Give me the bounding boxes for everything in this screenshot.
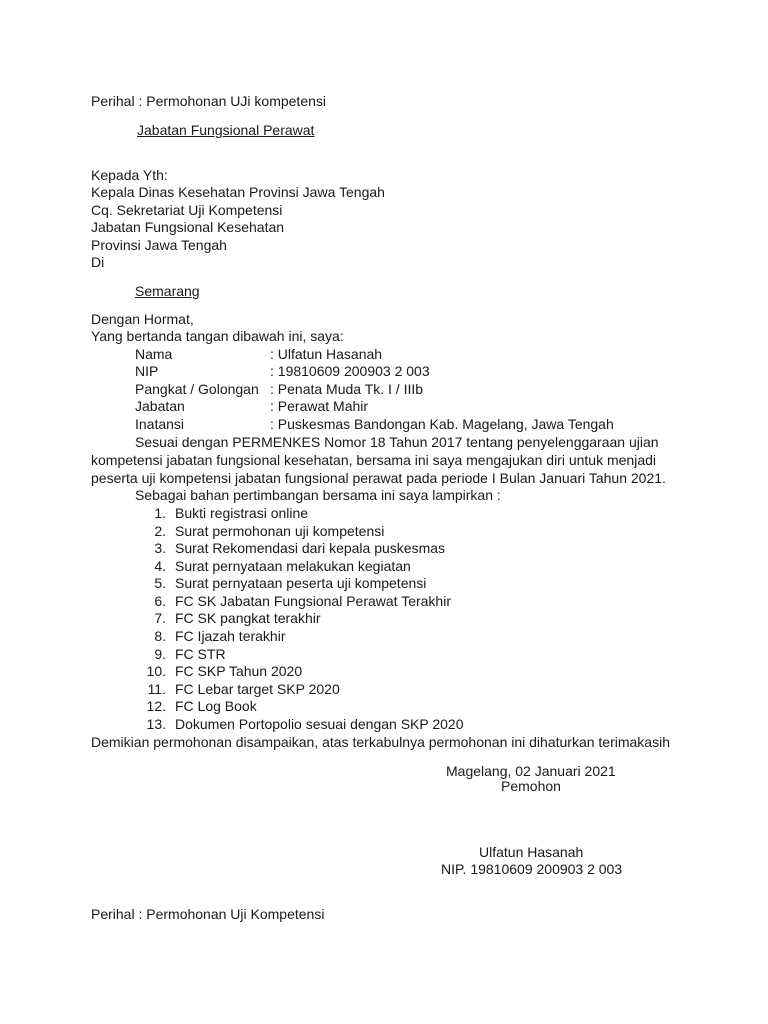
list-number: 8. xyxy=(154,628,166,644)
address-line: Kepala Dinas Kesehatan Provinsi Jawa Tengah xyxy=(91,184,385,200)
list-number: 11. xyxy=(147,681,166,697)
signer-nip: NIP. 19810609 200903 2 003 xyxy=(441,861,623,877)
list-item: FC SKP Tahun 2020 xyxy=(175,663,303,679)
list-number: 3. xyxy=(154,540,166,556)
greeting: Dengan Hormat, xyxy=(91,311,194,327)
list-number: 4. xyxy=(154,558,166,574)
list-item: FC SK Jabatan Fungsional Perawat Terakhir xyxy=(175,593,451,609)
list-number: 10. xyxy=(146,663,166,679)
list-item: FC Lebar target SKP 2020 xyxy=(175,681,340,697)
list-item: FC STR xyxy=(175,646,226,662)
intro-text: Yang bertanda tangan dibawah ini, saya: xyxy=(91,328,344,344)
body-paragraph: peserta uji kompetensi jabatan fungsional perawat pada periode I Bulan Januari Tahun 2021. xyxy=(91,470,666,486)
address-line: Provinsi Jawa Tengah xyxy=(91,237,227,253)
identity-label: NIP xyxy=(135,363,159,379)
identity-label: Jabatan xyxy=(135,398,185,414)
list-number: 13. xyxy=(146,716,166,732)
signer-name: Ulfatun Hasanah xyxy=(479,844,584,860)
list-item: Bukti registrasi online xyxy=(175,505,309,521)
list-item: Surat pernyataan melakukan kegiatan xyxy=(175,558,411,574)
identity-value: : Ulfatun Hasanah xyxy=(270,346,383,362)
identity-label: Pangkat / Golongan xyxy=(135,381,259,397)
list-item: FC Log Book xyxy=(175,698,257,714)
identity-label: Nama xyxy=(135,346,173,362)
address-line: Cq. Sekretariat Uji Kompetensi xyxy=(91,202,283,218)
list-number: 6. xyxy=(154,593,166,609)
address-line: Kepada Yth: xyxy=(91,167,168,183)
closing-text: Demikian permohonan disampaikan, atas terkabulnya permohonan ini dihaturkan terimakasih xyxy=(91,734,670,750)
subject-line: Perihal : Permohonan UJi kompetensi xyxy=(91,93,327,109)
identity-label: Inatansi xyxy=(135,416,185,432)
identity-value: : Perawat Mahir xyxy=(270,398,369,414)
attachments-intro: Sebagai bahan pertimbangan bersama ini saya lampirkan : xyxy=(135,487,501,503)
list-number: 5. xyxy=(154,575,166,591)
subject-position: Jabatan Fungsional Perawat xyxy=(137,122,315,138)
place-date: Magelang, 02 Januari 2021 xyxy=(446,763,616,779)
list-number: 2. xyxy=(154,523,166,539)
body-paragraph: kompetensi jabatan fungsional kesehatan, bersama ini saya mengajukan diri untuk menjadi xyxy=(91,452,657,468)
list-number: 12. xyxy=(146,698,166,714)
identity-value: : Penata Muda Tk. I / IIIb xyxy=(270,381,424,397)
subject-line-next-page: Perihal : Permohonan Uji Kompetensi xyxy=(91,906,325,922)
list-number: 7. xyxy=(154,610,166,626)
identity-value: : Puskesmas Bandongan Kab. Magelang, Jawa Tengah xyxy=(270,416,614,432)
address-line: Di xyxy=(91,254,105,270)
identity-value: : 19810609 200903 2 003 xyxy=(270,363,430,379)
list-number: 1. xyxy=(154,505,166,521)
list-item: FC Ijazah terakhir xyxy=(175,628,286,644)
list-item: Surat Rekomendasi dari kepala puskesmas xyxy=(175,540,446,556)
list-item: FC SK pangkat terakhir xyxy=(175,610,321,626)
signer-role: Pemohon xyxy=(501,778,561,794)
list-item: Surat permohonan uji kompetensi xyxy=(175,523,385,539)
body-paragraph: Sesuai dengan PERMENKES Nomor 18 Tahun 2017 tentang penyelenggaraan ujian xyxy=(135,434,659,450)
list-number: 9. xyxy=(154,646,166,662)
list-item: Surat pernyataan peserta uji kompetensi xyxy=(175,575,427,591)
address-line: Jabatan Fungsional Kesehatan xyxy=(91,219,285,235)
address-city: Semarang xyxy=(135,283,200,299)
list-item: Dokumen Portopolio sesuai dengan SKP 2020 xyxy=(175,716,464,732)
